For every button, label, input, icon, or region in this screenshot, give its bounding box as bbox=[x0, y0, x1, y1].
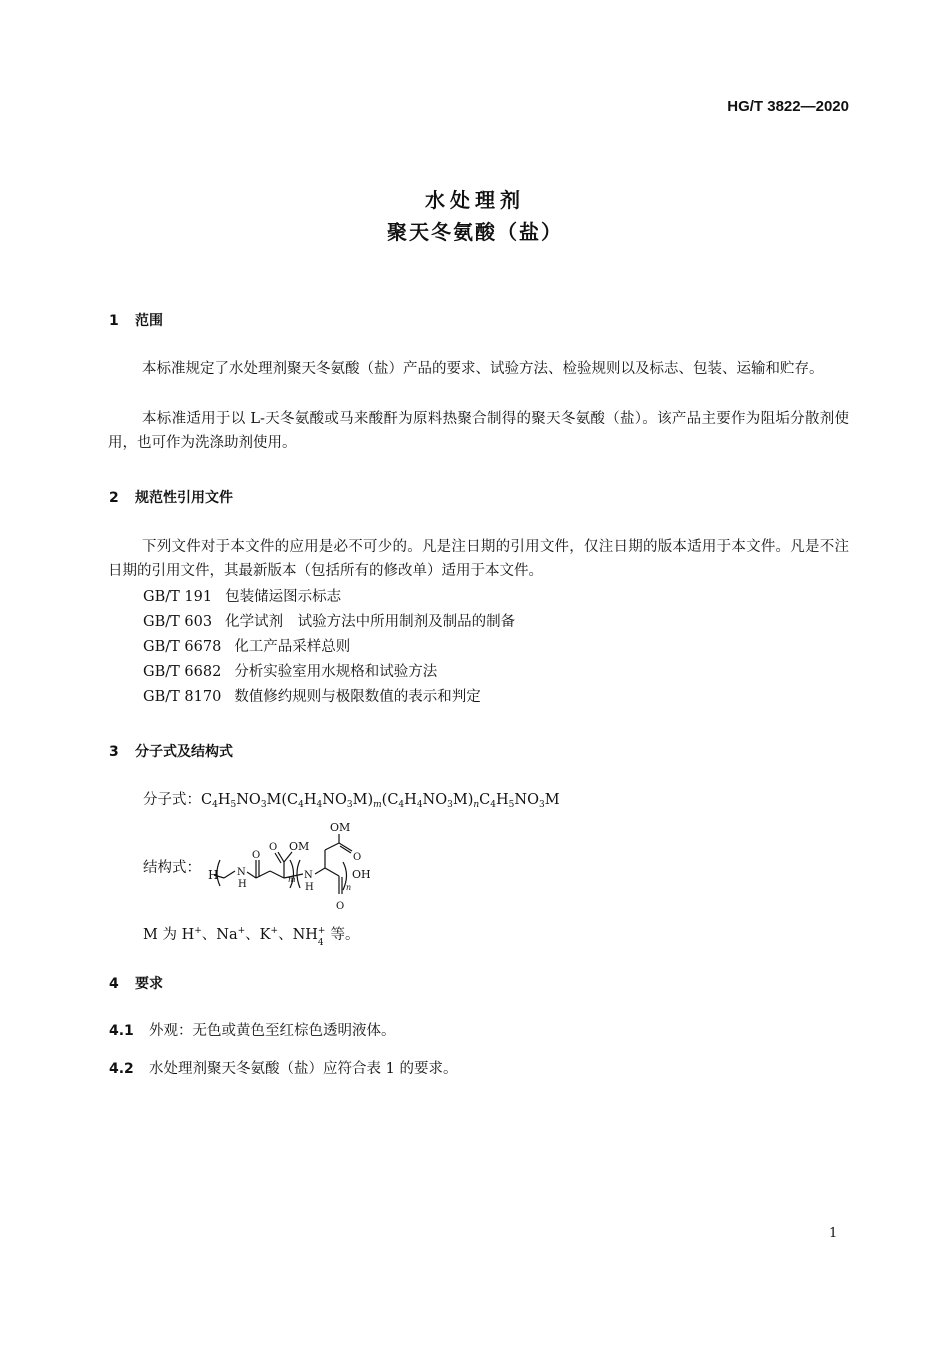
section-number: 4 bbox=[109, 976, 119, 992]
clause-4-1 bbox=[109, 1021, 396, 1041]
reference-item bbox=[143, 662, 437, 682]
bond bbox=[315, 868, 325, 874]
atom-label: N bbox=[237, 867, 246, 878]
atom-label: O bbox=[252, 850, 261, 861]
document-subtitle: 聚天冬氨酸（盐） bbox=[387, 220, 563, 244]
section-title: 分子式及结构式 bbox=[135, 744, 233, 760]
charge: + bbox=[237, 926, 246, 936]
section-number: 2 bbox=[109, 490, 119, 506]
section-2-heading bbox=[109, 487, 233, 507]
bond bbox=[270, 871, 284, 878]
atom-label: OM bbox=[330, 821, 351, 834]
atom-label: H bbox=[238, 879, 247, 890]
m-definition bbox=[143, 921, 360, 948]
reference-title: 化学试剂 试验方法中所用制剂及制品的制备 bbox=[225, 614, 516, 630]
reference-title: 数值修约规则与极限数值的表示和判定 bbox=[234, 689, 481, 705]
reference-code: GB/T 6678 bbox=[143, 639, 222, 655]
atom-label: OM bbox=[289, 840, 310, 853]
clause-4-2 bbox=[109, 1059, 457, 1079]
atom-label: O bbox=[353, 852, 362, 863]
section-2-paragraph-1: 下列文件对于本文件的应用是必不可少的。凡是注日期的引用文件，仅注日期的版本适用于本文件。凡是不注日期的引用文件，其最新版本（包括所有的修改单）适用于本文件。 bbox=[108, 539, 849, 579]
subscript-n: n bbox=[346, 883, 352, 892]
bond bbox=[224, 871, 235, 878]
molecular-formula: 分子式：$C_4H_5NO_3M(C_4H_4NO_3M)_m(C_4H_4NO_3M)_nC_4H_5NO_3M$ bbox=[143, 792, 560, 810]
standard-code: HG/T 3822—2020 bbox=[727, 98, 849, 115]
clause-number: 4.2 bbox=[109, 1061, 134, 1077]
page-number: 1 bbox=[829, 1226, 838, 1241]
structure-label: 结构式： bbox=[143, 860, 201, 876]
reference-item bbox=[143, 612, 515, 632]
note-text: M 为 bbox=[143, 927, 182, 943]
atom-label: OH bbox=[352, 868, 371, 881]
charge: + bbox=[317, 926, 326, 936]
section-title: 要求 bbox=[135, 976, 163, 992]
section-1-heading bbox=[109, 310, 163, 330]
clause-number: 4.1 bbox=[109, 1023, 134, 1039]
ion-h: H bbox=[181, 927, 195, 943]
atom-label: N bbox=[304, 870, 313, 881]
bond bbox=[325, 843, 339, 850]
atom-label: O bbox=[269, 842, 278, 853]
section-3-heading bbox=[109, 741, 233, 761]
section-1-paragraph-1: 本标准规定了水处理剂聚天冬氨酸（盐）产品的要求、试验方法、检验规则以及标志、包装、运输和贮存。 bbox=[142, 361, 824, 377]
ion-k: K bbox=[259, 927, 271, 943]
reference-item bbox=[143, 687, 481, 707]
charge: + bbox=[194, 926, 202, 936]
section-title: 规范性引用文件 bbox=[135, 490, 233, 506]
clause-text: 外观：无色或黄色至红棕色透明液体。 bbox=[149, 1023, 396, 1039]
section-number: 3 bbox=[109, 744, 119, 760]
reference-code: GB/T 8170 bbox=[143, 689, 222, 705]
ion-na: Na bbox=[216, 927, 238, 943]
bond bbox=[247, 872, 256, 878]
note-text: 等。 bbox=[325, 927, 360, 943]
reference-title: 化工产品采样总则 bbox=[234, 639, 351, 655]
separator: 、 bbox=[201, 927, 217, 943]
charge: + bbox=[270, 926, 279, 936]
document-title: 水处理剂 bbox=[425, 188, 525, 212]
section-title: 范围 bbox=[135, 313, 163, 329]
reference-title: 包装储运图示标志 bbox=[225, 589, 342, 605]
bond bbox=[256, 871, 270, 878]
ion-nh4: NH bbox=[292, 927, 318, 943]
separator: 、 bbox=[278, 927, 293, 943]
reference-code: GB/T 603 bbox=[143, 614, 213, 630]
structural-formula bbox=[200, 812, 390, 916]
formula-label: 分子式： bbox=[143, 792, 201, 808]
reference-title: 分析实验室用水规格和试验方法 bbox=[234, 664, 438, 680]
reference-code: GB/T 191 bbox=[143, 589, 213, 605]
atom-label: H bbox=[208, 868, 219, 882]
reference-item bbox=[143, 587, 341, 607]
bracket-left-n bbox=[297, 860, 300, 888]
subscript: 4 bbox=[317, 938, 324, 948]
atom-label: H bbox=[305, 882, 314, 893]
atom-label: O bbox=[336, 901, 345, 912]
reference-code: GB/T 6682 bbox=[143, 664, 222, 680]
section-number: 1 bbox=[109, 313, 119, 329]
section-1-paragraph-2: 本标准适用于以 L-天冬氨酸或马来酸酐为原料热聚合制得的聚天冬氨酸（盐）。该产品主要作为阻垢分散剂使用，也可作为洗涤助剂使用。 bbox=[108, 411, 849, 451]
clause-text: 水处理剂聚天冬氨酸（盐）应符合表 1 的要求。 bbox=[149, 1061, 458, 1077]
subscript-m: m bbox=[288, 875, 296, 884]
separator: 、 bbox=[245, 927, 260, 943]
section-4-heading bbox=[109, 973, 163, 993]
bond bbox=[325, 868, 339, 876]
reference-item bbox=[143, 637, 350, 657]
